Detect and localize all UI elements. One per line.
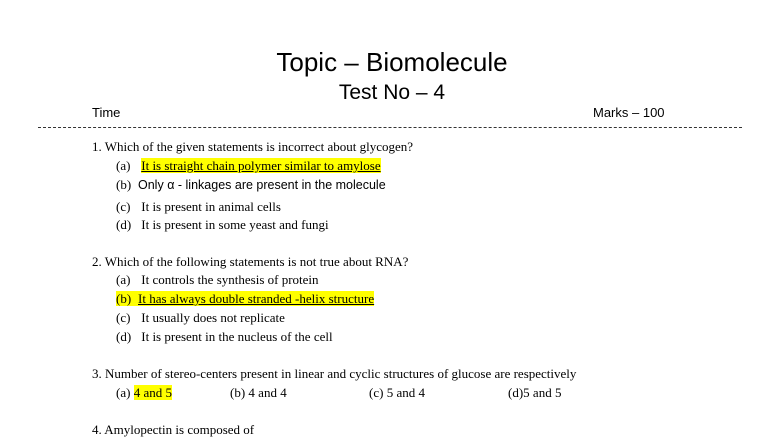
- q2-option-d: [116, 329, 333, 345]
- option-text: 5 and 4: [386, 385, 425, 400]
- test-number: Test No – 4: [338, 81, 446, 104]
- q2-option-a: [116, 272, 319, 288]
- option-label: (a): [116, 158, 131, 173]
- option-text-prefix: Only: [138, 178, 168, 192]
- question-1: 1. Which of the given statements is incorrect about glycogen?: [92, 139, 414, 154]
- option-text: It is present in the nucleus of the cell: [141, 329, 333, 344]
- option-text: 5 and 5: [523, 385, 562, 400]
- highlighted-answer: 4 and 5: [133, 385, 172, 400]
- q1-option-d: [116, 217, 329, 233]
- q3-option-c: [369, 385, 425, 401]
- option-text: It controls the synthesis of protein: [141, 272, 319, 287]
- question-4: 4. Amylopectin is composed of: [92, 422, 255, 437]
- q2-option-c: [116, 310, 285, 326]
- question-2: 2. Which of the following statements is not true about RNA?: [92, 254, 409, 269]
- option-label: (d): [116, 329, 132, 344]
- question-3: 3. Number of stereo-centers present in linear and cyclic structures of glucose are respectively: [92, 366, 577, 381]
- option-label: (b): [230, 385, 246, 400]
- q3-option-d: [508, 385, 561, 401]
- option-text-suffix: - linkages are present in the molecule: [174, 178, 386, 192]
- option-label: (c): [369, 385, 384, 400]
- marks-label: Marks – 100: [593, 105, 665, 120]
- option-text: It is present in some yeast and fungi: [141, 217, 329, 232]
- q3-option-b: [230, 385, 287, 401]
- option-label: (b): [116, 291, 132, 306]
- option-text: It is present in animal cells: [141, 199, 281, 214]
- alpha-symbol: α: [167, 178, 175, 192]
- highlighted-answer: It is straight chain polymer similar to amylose: [141, 158, 381, 173]
- q1-option-c: [116, 199, 281, 215]
- highlighted-answer: It has always double stranded -helix structure: [138, 291, 375, 306]
- option-label: (c): [116, 310, 131, 325]
- q2-option-b: [116, 291, 374, 307]
- option-label: (d): [508, 385, 524, 400]
- option-label: (c): [116, 199, 131, 214]
- q3-option-a: [116, 385, 172, 401]
- option-text: 4 and 4: [248, 385, 287, 400]
- option-label: (a): [116, 385, 131, 400]
- document-title: Topic – Biomolecule: [276, 47, 508, 77]
- option-text: It usually does not replicate: [141, 310, 285, 325]
- q1-option-b: [116, 177, 386, 193]
- option-label: (b): [116, 177, 132, 192]
- q1-option-a: [116, 158, 381, 174]
- option-label: (d): [116, 217, 132, 232]
- header-divider: [38, 127, 742, 128]
- time-label: Time: [92, 105, 121, 120]
- option-label: (a): [116, 272, 131, 287]
